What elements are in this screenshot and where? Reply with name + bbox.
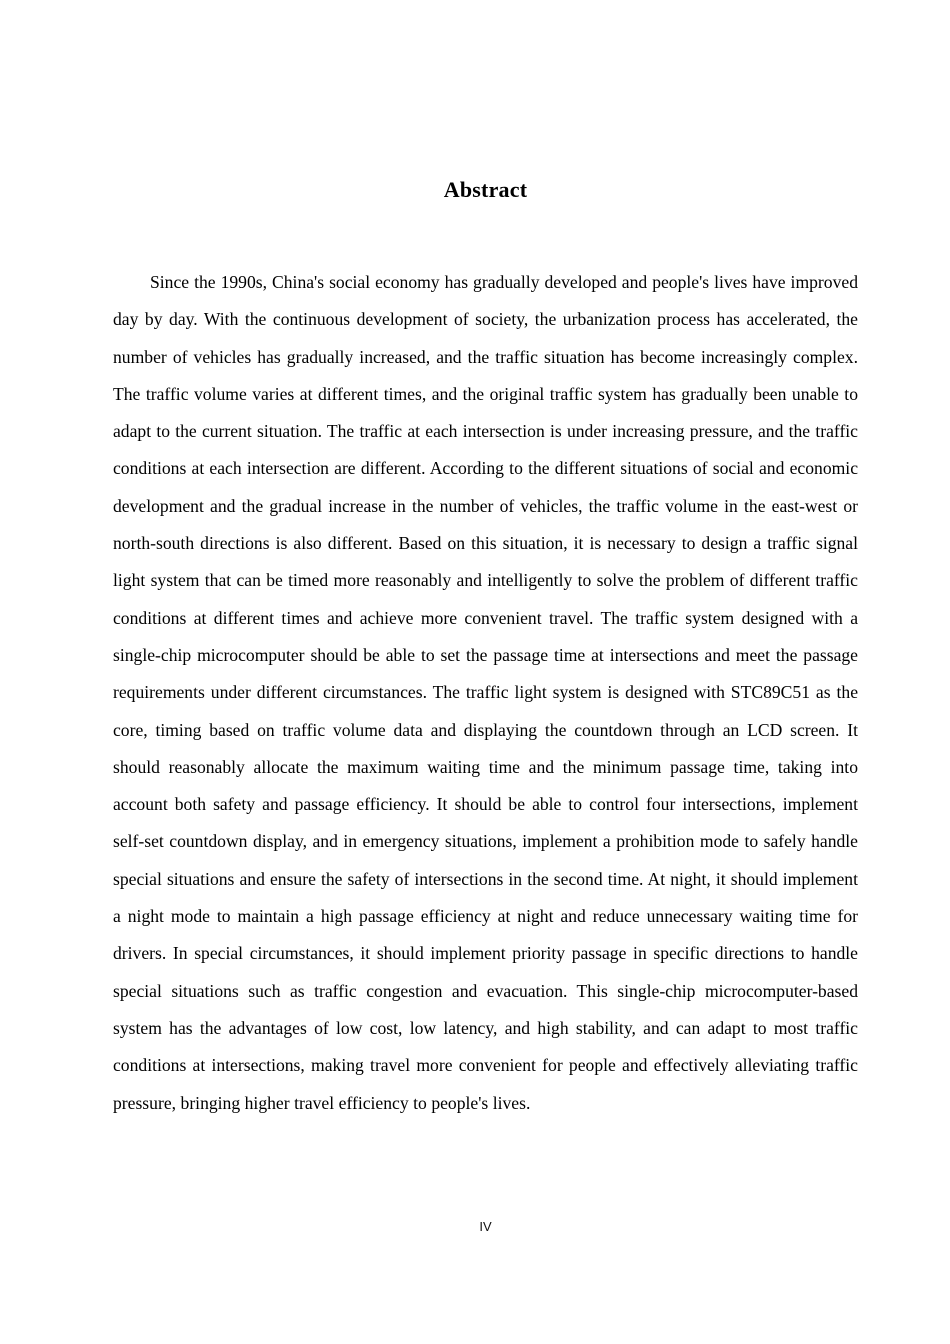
page-title: Abstract [443, 177, 528, 202]
page-number: IV [479, 1219, 492, 1234]
abstract-paragraph: Since the 1990s, China's social economy has gradually developed and people's lives have improved day by day. With the continuous development of society, the urbanization process has accelerated, the number of vehicles has gradually increased, and the traffic situation has become increasingly complex. The traffic volume varies at different times, and the original traffic system has gradually been unable to adapt to the current situation. The traffic at each intersection is under increasing pressure, and the traffic conditions at each intersection are different. According to the different situations of social and economic development and the gradual increase in the number of vehicles, the traffic volume in the east-west or north-south directions is also different. Based on this situation, it is necessary to design a traffic signal light system that can be timed more reasonably and intelligently to solve the problem of different traffic conditions at different times and achieve more convenient travel. The traffic system designed with a single-chip microcomputer should be able to set the passage time at intersections and meet the passage requirements under different circumstances. The traffic light system is designed with STC89C51 as the core, timing based on traffic volume data and displaying the countdown through an LCD screen. It should reasonably allocate the maximum waiting time and the minimum passage time, taking into account both safety and passage efficiency. It should be able to control four intersections, implement self-set countdown display, and in emergency situations, implement a prohibition mode to safely handle special situations and ensure the safety of intersections in the second time. At night, it should implement a night mode to maintain a high passage efficiency at night and reduce unnecessary waiting time for drivers. In special circumstances, it should implement priority passage in specific directions to handle special situations such as traffic congestion and evacuation. This single-chip microcomputer-based system has the advantages of low cost, low latency, and high stability, and can adapt to most traffic conditions at intersections, making travel more convenient for people and effectively alleviating traffic pressure, bringing higher travel efficiency to people's lives. [113, 272, 858, 1113]
